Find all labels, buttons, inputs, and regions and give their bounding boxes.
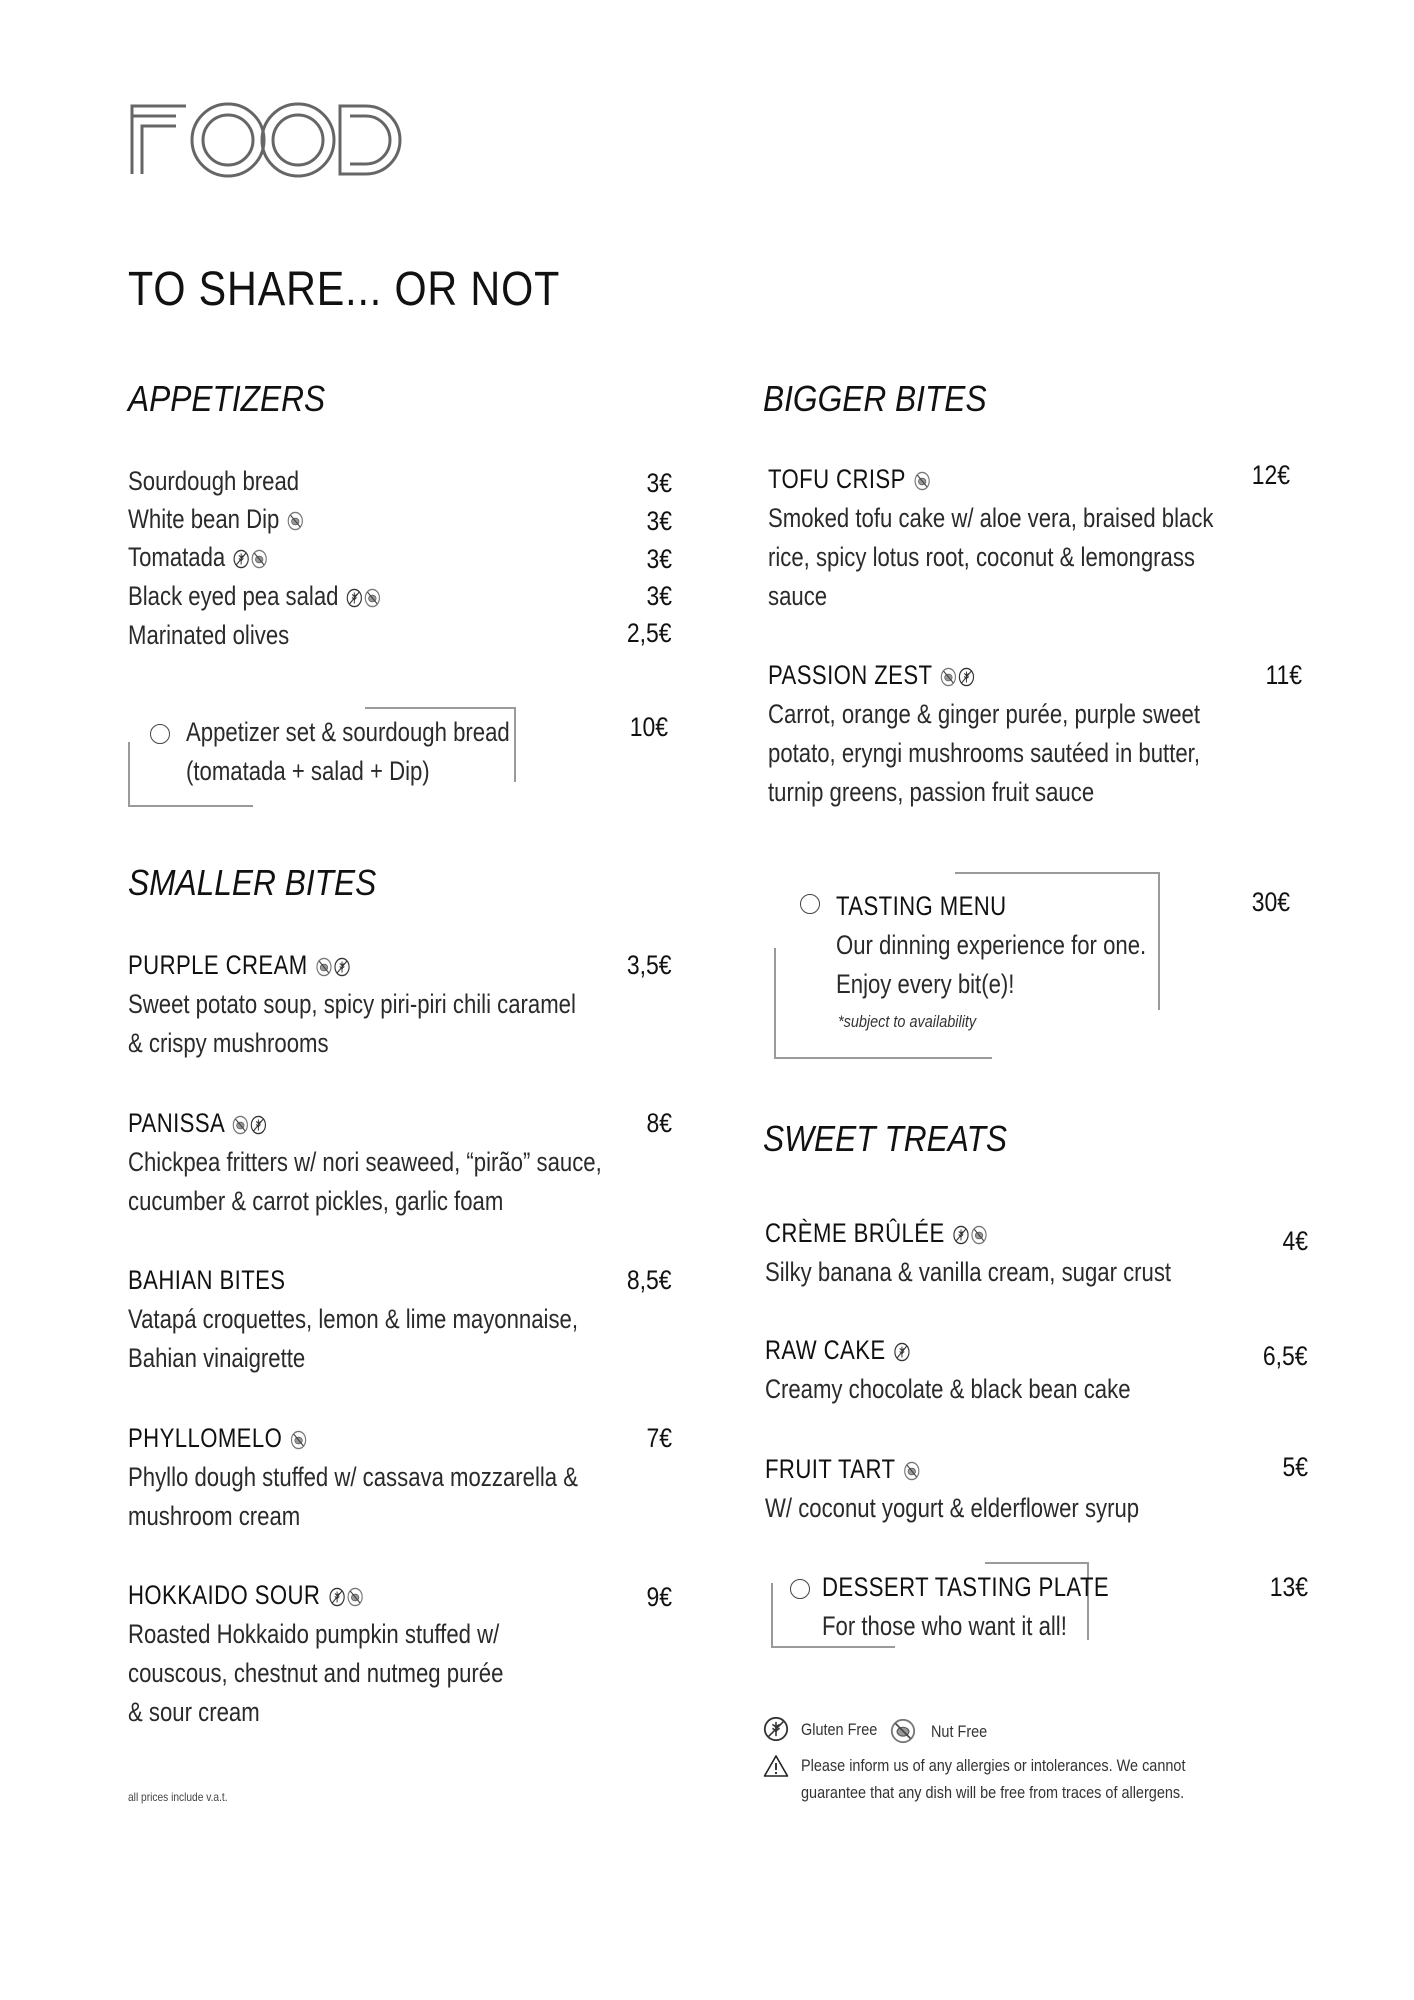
nut-free-icon <box>251 549 267 569</box>
allergy-note-line2: guarantee that any dish will be free from traces of allergens. <box>801 1783 1185 1802</box>
list-item: Tomatada <box>128 538 267 577</box>
appetizer-set-price: 10€ <box>629 712 668 742</box>
appetizer-set-line2: (tomatada + salad + Dip) <box>186 756 430 786</box>
item-desc: rice, spicy lotus root, coconut & lemongrass <box>768 542 1196 572</box>
smaller-bites-heading: SMALLER BITES <box>128 862 377 903</box>
item-price: 3€ <box>646 544 672 574</box>
item-desc: sauce <box>768 581 828 611</box>
gluten-free-icon <box>763 1716 789 1742</box>
appetizer-set-line1: Appetizer set & sourdough bread <box>186 717 510 747</box>
list-item: Black eyed pea salad <box>128 577 381 616</box>
gluten-free-icon <box>250 1115 266 1135</box>
gluten-free-icon <box>953 1225 969 1245</box>
dessert-plate-price: 13€ <box>1269 1572 1308 1602</box>
gluten-free-label: Gluten Free <box>801 1720 878 1739</box>
nut-free-icon <box>914 471 930 491</box>
item-desc: turnip greens, passion fruit sauce <box>768 777 1095 807</box>
item-desc: & sour cream <box>128 1697 260 1727</box>
item-name: CRÈME BRÛLÉE <box>765 1218 987 1249</box>
item-name: RAW CAKE <box>765 1335 910 1366</box>
item-name: PHYLLOMELO <box>128 1423 307 1454</box>
item-price: 3€ <box>646 506 672 536</box>
item-price: 12€ <box>1251 460 1290 490</box>
nut-free-icon <box>903 1461 919 1481</box>
item-desc: couscous, chestnut and nutmeg purée <box>128 1658 504 1688</box>
item-name: TOFU CRISP <box>768 464 930 495</box>
item-price: 9€ <box>646 1582 672 1612</box>
item-desc: Silky banana & vanilla cream, sugar crust <box>765 1257 1172 1287</box>
tasting-menu-radio[interactable] <box>800 894 820 914</box>
allergy-note-line1: Please inform us of any allergies or intolerances. We cannot <box>801 1756 1186 1775</box>
nut-free-icon <box>890 1718 916 1744</box>
item-desc: Carrot, orange & ginger purée, purple sweet <box>768 699 1200 729</box>
list-item: Marinated olives <box>128 620 290 650</box>
tasting-menu-note: *subject to availability <box>838 1012 977 1031</box>
item-price: 11€ <box>1265 660 1302 690</box>
tasting-menu-title: TASTING MENU <box>836 891 1007 921</box>
item-desc: Bahian vinaigrette <box>128 1343 306 1373</box>
item-desc: potato, eryngi mushrooms sautéed in butter, <box>768 738 1200 768</box>
bigger-bites-heading: BIGGER BITES <box>763 378 987 419</box>
gluten-free-icon <box>894 1342 910 1362</box>
item-price: 8,5€ <box>627 1265 672 1295</box>
item-name: PASSION ZEST <box>768 660 975 691</box>
food-logo <box>128 100 408 180</box>
item-name: PANISSA <box>128 1108 267 1139</box>
nut-free-icon <box>290 1430 306 1450</box>
tasting-menu-line1: Our dinning experience for one. <box>836 930 1147 960</box>
nut-free-icon <box>971 1225 987 1245</box>
nut-free-icon <box>940 667 956 687</box>
item-name: FRUIT TART <box>765 1454 920 1485</box>
nut-free-icon <box>316 957 332 977</box>
warning-icon <box>763 1754 789 1778</box>
nut-free-icon <box>364 588 380 608</box>
gluten-free-icon <box>233 549 249 569</box>
dessert-plate-title: DESSERT TASTING PLATE <box>822 1572 1110 1602</box>
item-desc: Chickpea fritters w/ nori seaweed, “pirão” sauce, <box>128 1147 602 1177</box>
item-price: 3,5€ <box>627 950 672 980</box>
page-title: TO SHARE... OR NOT <box>128 263 561 316</box>
item-price: 4€ <box>1282 1226 1308 1256</box>
dessert-plate-line1: For those who want it all! <box>822 1611 1067 1641</box>
gluten-free-icon <box>346 588 362 608</box>
item-desc: Creamy chocolate & black bean cake <box>765 1374 1131 1404</box>
appetizers-heading: APPETIZERS <box>128 378 326 419</box>
item-price: 7€ <box>646 1423 672 1453</box>
item-desc: Vatapá croquettes, lemon & lime mayonnaise, <box>128 1304 579 1334</box>
item-name: BAHIAN BITES <box>128 1265 286 1295</box>
gluten-free-icon <box>334 957 350 977</box>
tasting-menu-price: 30€ <box>1251 887 1290 917</box>
sweet-treats-heading: SWEET TREATS <box>763 1118 1008 1159</box>
nut-free-icon <box>347 1587 363 1607</box>
vat-note: all prices include v.a.t. <box>128 1790 228 1804</box>
item-desc: Roasted Hokkaido pumpkin stuffed w/ <box>128 1619 500 1649</box>
dessert-plate-radio[interactable] <box>790 1579 810 1599</box>
item-desc: & crispy mushrooms <box>128 1028 329 1058</box>
item-price: 3€ <box>646 581 672 611</box>
item-desc: mushroom cream <box>128 1501 301 1531</box>
item-price: 6,5€ <box>1263 1341 1308 1371</box>
nut-free-icon <box>287 511 303 531</box>
item-desc: Smoked tofu cake w/ aloe vera, braised black <box>768 503 1214 533</box>
item-name: HOKKAIDO SOUR <box>128 1580 363 1611</box>
item-desc: Phyllo dough stuffed w/ cassava mozzarella & <box>128 1462 579 1492</box>
item-price: 5€ <box>1282 1452 1308 1482</box>
item-desc: cucumber & carrot pickles, garlic foam <box>128 1186 504 1216</box>
item-desc: Sweet potato soup, spicy piri-piri chili caramel <box>128 989 576 1019</box>
tasting-menu-line2: Enjoy every bit(e)! <box>836 969 1015 999</box>
item-price: 3€ <box>646 468 672 498</box>
gluten-free-icon <box>958 667 974 687</box>
item-price: 2,5€ <box>627 618 672 648</box>
item-desc: W/ coconut yogurt & elderflower syrup <box>765 1493 1140 1523</box>
list-item: Sourdough bread <box>128 466 300 496</box>
list-item: White bean Dip <box>128 500 304 539</box>
nut-free-icon <box>232 1115 248 1135</box>
item-price: 8€ <box>646 1108 672 1138</box>
nut-free-label: Nut Free <box>931 1722 988 1741</box>
item-name: PURPLE CREAM <box>128 950 350 981</box>
gluten-free-icon <box>329 1587 345 1607</box>
appetizer-set-radio[interactable] <box>150 724 170 744</box>
